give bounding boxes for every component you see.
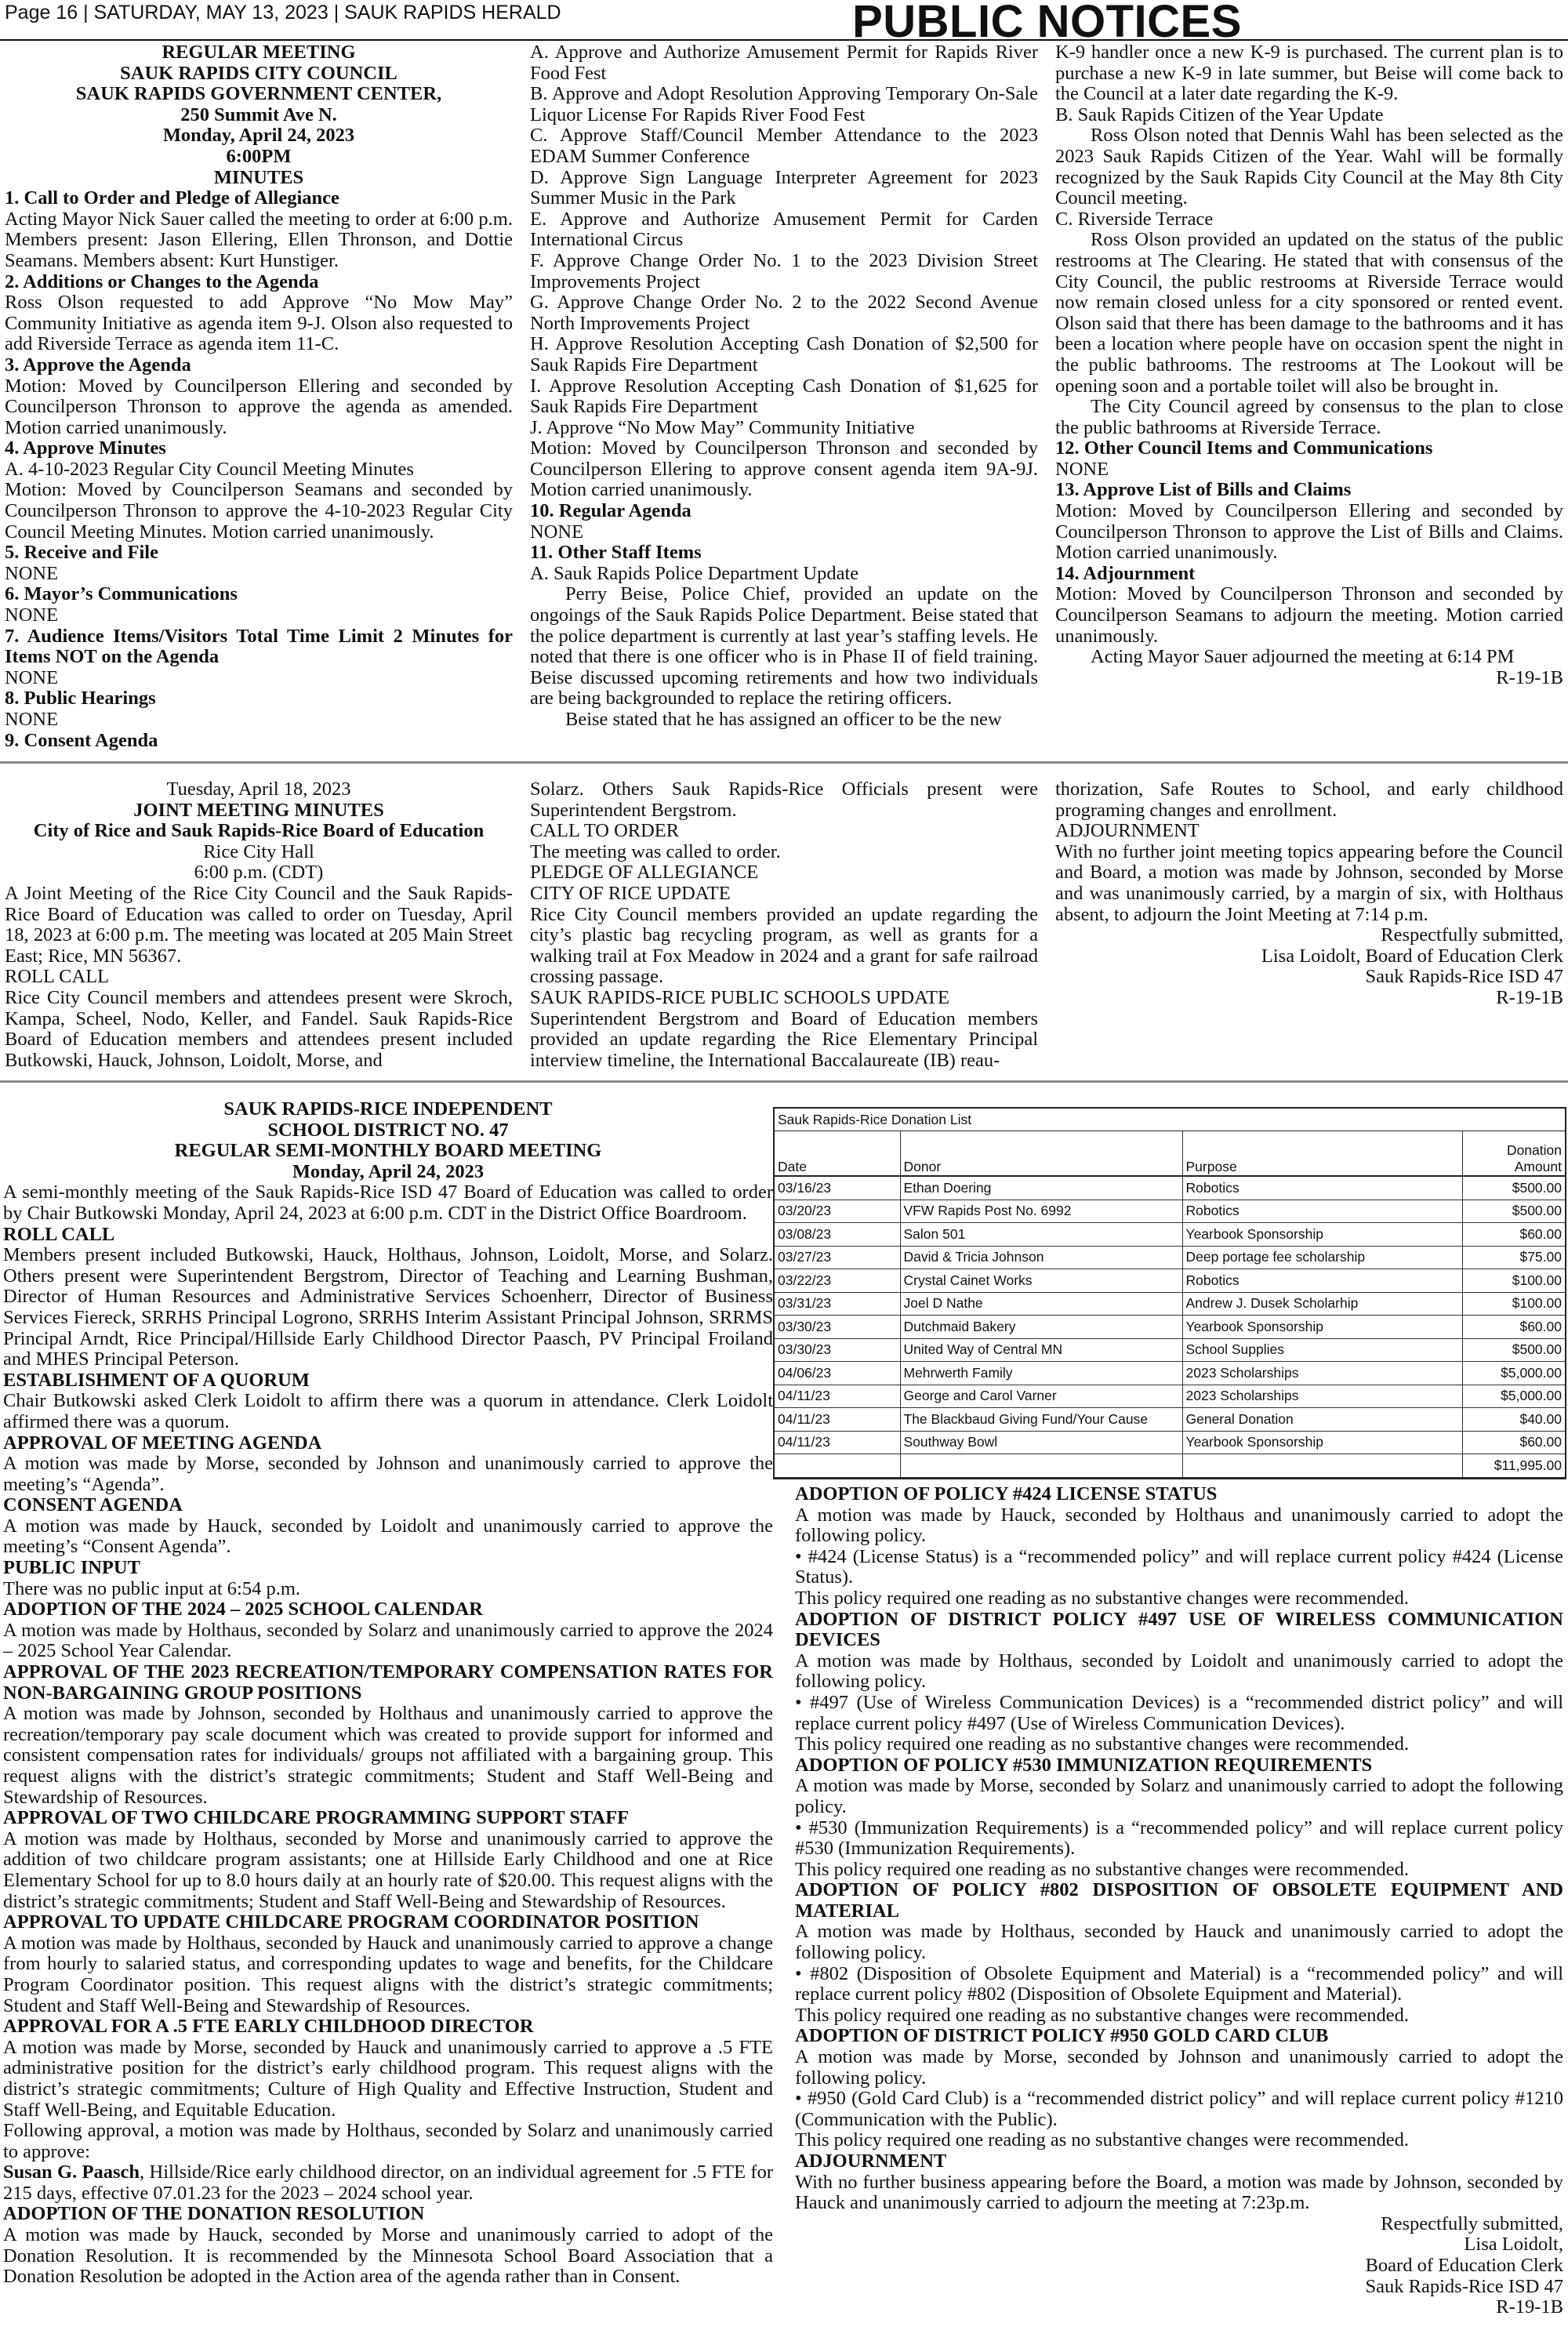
paragraph: SAUK RAPIDS-RICE PUBLIC SCHOOLS UPDATE [530,986,949,1008]
paragraph: Motion: Moved by Councilperson Ellering and seconded by Councilperson Thronson to approve the List of Bills and Claims. Motion carried unanimously. [1055,500,1563,564]
section-heading: ADOPTION OF POLICY #530 IMMUNIZATION REQUIREMENTS [795,1754,1373,1776]
cell-donor: Dutchmaid Bakery [900,1316,1182,1339]
cell-amount: $500.00 [1462,1200,1565,1223]
section-heading: 4. Approve Minutes [5,437,166,459]
notice-joint-meeting-col2 [530,779,1038,1071]
section-heading: APPROVAL FOR A .5 FTE EARLY CHILDHOOD DIRECTOR [3,2016,534,2038]
cell-donor: George and Carol Varner [900,1385,1182,1408]
cell-purpose: School Supplies [1182,1338,1462,1362]
paragraph: D. Approve Sign Language Interpreter Agreement for 2023 Summer Music in the Park [530,166,1038,209]
paragraph: Ross Olson noted that Dennis Wahl has been selected as the 2023 Sauk Rapids Citizen of the Year. Wahl will be formally recognized by the Sauk Rapids City Council at the May 8th City Council meeting. [1055,125,1563,209]
cell-purpose: Andrew J. Dusek Scholarhip [1182,1292,1462,1316]
table-row [775,1385,1565,1408]
notice-city-council-col1 [5,42,513,751]
section-heading: MINUTES [213,166,304,188]
notice-joint-meeting-col1 [5,779,513,1071]
section-heading: CONSENT AGENDA [3,1494,183,1516]
paragraph: A motion was made by Holthaus, seconded by Morse and unanimously carried to approve the addition of two childcare program assistants; one at Hillside Early Childhood and one at Rice Elementary School for up to 8.0 hours daily at an hourly rate of $20.00. This request aligns with the district’s strategic commitments; Student and Staff Well-Being and Stewardship of Resources. [3,1828,773,1912]
cell-donor: David & Tricia Johnson [900,1246,1182,1269]
section-heading: 1. Call to Order and Pledge of Allegiance [5,187,339,209]
section-heading: SAUK RAPIDS GOVERNMENT CENTER, [75,83,442,105]
header-purpose: Purpose [1182,1131,1462,1176]
section-heading: 12. Other Council Items and Communications [1055,437,1433,459]
section-heading: REGULAR MEETING [162,42,356,63]
empty-cell [1182,1454,1462,1478]
cell-date: 03/27/23 [775,1246,900,1269]
cell-amount: $40.00 [1462,1408,1565,1432]
paragraph: Chair Butkowski asked Clerk Loidolt to affirm there was a quorum in attendance. Clerk Loidolt affirmed there was a quorum. [3,1390,773,1432]
paragraph: PLEDGE OF ALLEGIANCE [530,862,759,884]
section-heading: ESTABLISHMENT OF A QUORUM [3,1369,310,1391]
header-amount-label: Amount [1514,1159,1562,1174]
cell-date: 03/30/23 [775,1338,900,1362]
paragraph: A motion was made by Morse, seconded by Solarz and unanimously carried to adopt the following policy. [795,1775,1563,1817]
cell-amount: $100.00 [1462,1292,1565,1316]
header-rule [0,39,1568,41]
paragraph: • #802 (Disposition of Obsolete Equipment and Material) is a “recommended policy” and will replace current policy #802 (Disposition of Obsolete Equipment and Material). [795,1962,1563,2005]
cell-purpose: General Donation [1182,1408,1462,1432]
table-row [775,1176,1565,1200]
cell-amount: $60.00 [1462,1431,1565,1454]
notice-school-board-right [795,1484,1563,2318]
section-heading: APPROVAL OF TWO CHILDCARE PROGRAMMING SUPPORT STAFF [3,1807,630,1829]
section-heading: 6:00PM [226,145,292,167]
cell-amount: $500.00 [1462,1176,1565,1200]
empty-cell [900,1454,1182,1478]
paragraph: Motion: Moved by Councilperson Thronson and seconded by Councilperson Seamans to adjourn the meeting. Motion carried unanimously. [1055,583,1563,647]
cell-date: 03/08/23 [775,1223,900,1247]
paragraph: A motion was made by Holthaus, seconded by Loidolt and unanimously carried to adopt the following policy. [795,1650,1563,1693]
signature-line: Sauk Rapids-Rice ISD 47 [1365,2275,1563,2297]
paragraph: Susan G. Paasch, Hillside/Rice early childhood director, on an individual agreement for .5 FTE for 215 days, effective 07.01.23 for the 2023 – 2024 school year. [3,2161,773,2204]
cell-date: 04/11/23 [775,1431,900,1454]
paragraph: A motion was made by Morse, seconded by Hauck and unanimously carried to approve a .5 FTE administrative position for the district’s early childhood program. This request aligns with the district’s strategic commitments; Culture of High Quality and Effective Instruction, Student and Staff Well-Being, and Equitable Education. [3,2036,773,2121]
paragraph: J. Approve “No Mow May” Community Initiative [530,416,915,438]
cell-donor: The Blackbaud Giving Fund/Your Cause [900,1408,1182,1432]
cell-donor: VFW Rapids Post No. 6992 [900,1200,1182,1223]
section-heading: ROLL CALL [3,1223,115,1245]
signature-line: R-19-1B [1496,986,1563,1008]
section-heading: JOINT MEETING MINUTES [133,799,384,821]
section-heading: SAUK RAPIDS-RICE INDEPENDENT [223,1098,553,1120]
paragraph: Ross Olson provided an updated on the status of the public restrooms at The Clearing. He stated that with consensus of the City Council, the public restrooms at Riverside Terrace would now remain closed unless for a city sponsored or rented event. Olson said that there has been damage to the bathrooms and it has been a location where people have on occasion spent the night in the public bathrooms. The restrooms at The Lookout will be opening soon and a portable toilet will also be brought in. [1055,229,1563,397]
paragraph: Acting Mayor Sauer adjourned the meeting at 6:14 PM [1091,646,1515,668]
section-heading: ADOPTION OF THE 2024 – 2025 SCHOOL CALENDAR [3,1599,483,1621]
cell-purpose: Robotics [1182,1176,1462,1200]
section-heading: 13. Approve List of Bills and Claims [1055,479,1352,501]
section-heading: 7. Audience Items/Visitors Total Time Limit 2 Minutes for Items NOT on the Agenda [5,625,513,668]
section-heading: 14. Adjournment [1055,562,1196,584]
cell-date: 04/11/23 [775,1385,900,1408]
section-heading: 3. Approve the Agenda [5,354,191,376]
section-heading: 5. Receive and File [5,542,158,564]
cell-purpose: Deep portage fee scholarship [1182,1246,1462,1269]
table-row [775,1269,1565,1293]
section-heading: 250 Summit Ave N. [180,103,337,125]
paragraph: G. Approve Change Order No. 2 to the 2022 Second Avenue North Improvements Project [530,292,1038,334]
paragraph: Rice City Hall [203,840,314,862]
paragraph: • #497 (Use of Wireless Communication Devices) is a “recommended district policy” and will replace current policy #497 (Use of Wireless Communication Devices). [795,1691,1563,1734]
section-heading: ADJOURNMENT [795,2151,947,2172]
paragraph: A motion was made by Holthaus, seconded by Solarz and unanimously carried to approve the 2024 – 2025 School Year Calendar. [3,1619,773,1662]
signature-line: Lisa Loidolt, Board of Education Clerk [1261,945,1563,967]
paragraph: Perry Beise, Police Chief, provided an update on the ongoings of the Sauk Rapids Police Department. Beise stated that the police department is currently at last year’s staffing levels. He noted that there is one officer who is in Phase II of field training. Beise discussed upcoming retirements and how two individuals are being backgrounded to replace the retiring officers. [530,583,1038,710]
cell-purpose: 2023 Scholarships [1182,1385,1462,1408]
paragraph: Rice City Council members provided an update regarding the city’s plastic bag recycling program, as well as grants for a walking trail at Fox Meadow in 2024 and a grant for safe railroad crossing passage. [530,903,1038,988]
cell-date: 03/31/23 [775,1292,900,1316]
empty-cell [775,1454,900,1478]
header-donor: Donor [900,1131,1182,1176]
paragraph: NONE [5,562,59,584]
paragraph: K-9 handler once a new K-9 is purchased. The current plan is to purchase a new K-9 in late summer, but Beise will come back to the Council at a later date regarding the K-9. [1055,42,1563,105]
paragraph: B. Sauk Rapids Citizen of the Year Update [1055,103,1384,125]
paragraph: C. Approve Staff/Council Member Attendance to the 2023 EDAM Summer Conference [530,125,1038,167]
cell-date: 04/11/23 [775,1408,900,1432]
paragraph: Motion: Moved by Councilperson Thronson and seconded by Councilperson Ellering to approve consent agenda item 9A-9J. Motion carried unanimously. [530,437,1038,501]
cell-purpose: Yearbook Sponsorship [1182,1316,1462,1339]
paragraph: A motion was made by Morse, seconded by Johnson and unanimously carried to adopt the following policy. [795,2046,1563,2089]
section-heading: SCHOOL DISTRICT NO. 47 [267,1119,509,1141]
paragraph: This policy required one reading as no substantive changes were recommended. [795,2129,1410,2151]
section-heading: APPROVAL OF THE 2023 RECREATION/TEMPORARY COMPENSATION RATES FOR NON-BARGAINING GROUP POSITIONS [3,1661,773,1704]
cell-purpose: Robotics [1182,1200,1462,1223]
section-heading: 10. Regular Agenda [530,500,691,522]
cell-date: 03/30/23 [775,1316,900,1339]
section-divider [0,1080,1568,1083]
table-row [775,1362,1565,1385]
notice-city-council-col3 [1055,42,1563,688]
paragraph: Superintendent Bergstrom and Board of Education members provided an update regarding the Rice Elementary Principal interview timeline, the International Baccalaureate (IB) reau- [530,1007,1038,1071]
paragraph: A Joint Meeting of the Rice City Council and the Sauk Rapids-Rice Board of Education was called to order on Tuesday, April 18, 2023 at 6:00 p.m. The meeting was located at 205 Main Street East; Rice, MN 56367. [5,882,513,967]
section-heading: PUBLIC INPUT [3,1557,140,1579]
paragraph: A motion was made by Holthaus, seconded by Hauck and unanimously carried to approve a change from hourly to salaried status, and corresponding updates to wage and benefits, for the Childcare Program Coordinator position. This request aligns with the district’s strategic commitments; Student and Staff Well-Being and Stewardship of Resources. [3,1932,773,2016]
donation-table-header [775,1131,1565,1176]
section-heading: APPROVAL OF MEETING AGENDA [3,1432,322,1454]
paragraph: This policy required one reading as no substantive changes were recommended. [795,1587,1410,1609]
cell-date: 03/20/23 [775,1200,900,1223]
paragraph: Following approval, a motion was made by Holthaus, seconded by Solarz and unanimously carried to approve: [3,2120,773,2162]
paragraph: H. Approve Resolution Accepting Cash Donation of $2,500 for Sauk Rapids Fire Department [530,333,1038,376]
paragraph: A. Sauk Rapids Police Department Update [530,562,859,584]
paragraph: NONE [5,666,59,688]
cell-donor: Joel D Nathe [900,1292,1182,1316]
cell-amount: $75.00 [1462,1246,1565,1269]
paragraph: There was no public input at 6:54 p.m. [3,1577,300,1599]
cell-purpose: Yearbook Sponsorship [1182,1223,1462,1247]
paragraph: thorization, Safe Routes to School, and early childhood programing changes and enrollment. [1055,779,1563,821]
signature-line: Respectfully submitted, [1381,2212,1563,2234]
page-folio: Page 16 | SATURDAY, MAY 13, 2023 | SAUK RAPIDS HERALD [5,2,561,24]
header-amount-top: Donation [1506,1142,1562,1158]
paragraph: NONE [530,521,584,543]
paragraph: The City Council agreed by consensus to the plan to close the public bathrooms at Riverside Terrace. [1055,396,1563,438]
paragraph: NONE [5,604,59,626]
signature-line: R-19-1B [1496,666,1563,688]
paragraph: Acting Mayor Nick Sauer called the meeting to order at 6:00 p.m. Members present: Jason Ellering, Ellen Thronson, and Dottie Seamans. Members absent: Kurt Hunstiger. [5,208,513,271]
paragraph: A motion was made by Johnson, seconded by Holthaus and unanimously carried to approve the recreation/temporary pay scale document which was created to provide support for informed and consistent compensation rates for individuals/ groups not affiliated with a bargaining group. This request aligns with the district’s strategic commitments; Student and Staff Well-Being and Stewardship of Resources. [3,1703,773,1808]
paragraph: ADJOURNMENT [1055,820,1200,842]
section-heading: 2. Additions or Changes to the Agenda [5,270,319,292]
section-heading: 8. Public Hearings [5,688,156,710]
paragraph: I. Approve Resolution Accepting Cash Donation of $1,625 for Sauk Rapids Fire Department [530,375,1038,418]
paragraph: A semi-monthly meeting of the Sauk Rapids-Rice ISD 47 Board of Education was called to order by Chair Butkowski Monday, April 24, 2023 at 6:00 p.m. CDT in the District Office Boardroom. [3,1181,773,1224]
cell-amount: $500.00 [1462,1338,1565,1362]
table-row [775,1223,1565,1247]
signature-line: Sauk Rapids-Rice ISD 47 [1365,966,1563,988]
paragraph: This policy required one reading as no substantive changes were recommended. [795,1858,1410,1880]
cell-donor: United Way of Central MN [900,1338,1182,1362]
section-divider [0,761,1568,764]
section-heading: REGULAR SEMI-MONTHLY BOARD MEETING [174,1140,602,1162]
paragraph: 6:00 p.m. (CDT) [194,862,324,884]
table-row [775,1338,1565,1362]
cell-donor: Salon 501 [900,1223,1182,1247]
signature-line: Board of Education Clerk [1365,2254,1563,2276]
cell-amount: $60.00 [1462,1316,1565,1339]
paragraph: Solarz. Others Sauk Rapids-Rice Officials present were Superintendent Bergstrom. [530,779,1038,821]
paragraph: Motion: Moved by Councilperson Ellering and seconded by Councilperson Thronson to approve the agenda as amended. Motion carried unanimously. [5,375,513,438]
table-total-row [775,1454,1565,1478]
paragraph: A. Approve and Authorize Amusement Permit for Rapids River Food Fest [530,42,1038,84]
cell-date: 03/16/23 [775,1176,900,1200]
paragraph: NONE [5,709,59,730]
paragraph: The meeting was called to order. [530,840,781,862]
donation-table-title: Sauk Rapids-Rice Donation List [775,1109,1565,1131]
paragraph: A motion was made by Hauck, seconded by Morse and unanimously carried to adopt of the Donation Resolution. It is recommended by the Minnesota School Board Association that a Donation Resolution be adopted in the Action area of the agenda rather than in Consent. [3,2224,773,2288]
paragraph: A motion was made by Holthaus, seconded by Hauck and unanimously carried to adopt the following policy. [795,1921,1563,1964]
cell-amount: $5,000.00 [1462,1362,1565,1385]
paragraph: Members present included Butkowski, Hauck, Holthaus, Johnson, Loidolt, Morse, and Solarz. Others present were Superintendent Bergstrom, Director of Teaching and Learning Bushman, Director of Human Resources and Administrative Services Schoenherr, Director of Business Services Fiereck, SRRHS Principal Logrono, SRRHS Interim Assistant Principal Johnson, SRRMS Principal Arndt, Rice Principal/Hillside Early Childhood Director Paasch, PV Principal Froiland and MHES Principal Peterson. [3,1244,773,1370]
paragraph: Ross Olson requested to add Approve “No Mow May” Community Initiative as agenda item 9-J. Olson also requested to add Riverside Terrace as agenda item 11-C. [5,292,513,355]
paragraph: Tuesday, April 18, 2023 [166,779,351,800]
cell-purpose: Yearbook Sponsorship [1182,1431,1462,1454]
paragraph: Motion: Moved by Councilperson Seamans and seconded by Councilperson Thronson to approve the 4-10-2023 Regular City Council Meeting Minutes. Motion carried unanimously. [5,479,513,543]
section-heading: ADOPTION OF THE DONATION RESOLUTION [3,2203,425,2225]
cell-amount: $100.00 [1462,1269,1565,1293]
paragraph: CITY OF RICE UPDATE [530,882,731,904]
donation-total: $11,995.00 [1462,1454,1565,1478]
notice-school-board-left [3,1099,773,2288]
notice-joint-meeting-col3 [1055,779,1563,1009]
table-row [775,1316,1565,1339]
signature-line: R-19-1B [1496,2296,1563,2318]
table-row [775,1431,1565,1454]
table-row [775,1292,1565,1316]
cell-purpose: Robotics [1182,1269,1462,1293]
paragraph: With no further joint meeting topics appearing before the Council and Board, a motion was made by Johnson, seconded by Morse and was unanimously carried, by a margin of six, with Holthaus absent, to adjourn the Joint Meeting at 7:14 p.m. [1055,840,1563,925]
paragraph: A motion was made by Hauck, seconded by Loidolt and unanimously carried to approve the meeting’s “Consent Agenda”. [3,1515,773,1558]
paragraph: ROLL CALL [5,966,110,988]
paragraph: B. Approve and Adopt Resolution Approving Temporary On-Sale Liquor License For Rapids River Food Fest [530,83,1038,125]
paragraph: NONE [1055,458,1109,480]
section-heading: Monday, April 24, 2023 [162,125,355,147]
cell-date: 04/06/23 [775,1362,900,1385]
paragraph: With no further business appearing before the Board, a motion was made by Johnson, seconded by Hauck and unanimously carried to adjourn the meeting at 7:23p.m. [795,2171,1563,2214]
page-header [0,0,1568,47]
cell-donor: Southway Bowl [900,1431,1182,1454]
paragraph: C. Riverside Terrace [1055,208,1214,230]
section-heading: ADOPTION OF POLICY #424 LICENSE STATUS [795,1483,1218,1504]
cell-purpose: 2023 Scholarships [1182,1362,1462,1385]
cell-amount: $5,000.00 [1462,1385,1565,1408]
section-heading: 6. Mayor’s Communications [5,583,238,605]
paragraph: • #424 (License Status) is a “recommended policy” and will replace current policy #424 (License Status). [795,1545,1563,1588]
table-row [775,1246,1565,1269]
section-heading: ADOPTION OF DISTRICT POLICY #950 GOLD CARD CLUB [795,2025,1329,2047]
cell-date: 03/22/23 [775,1269,900,1293]
paragraph: Beise stated that he has assigned an officer to be the new [565,709,1002,730]
table-row [775,1408,1565,1432]
cell-amount: $60.00 [1462,1223,1565,1247]
header-amount [1462,1131,1565,1176]
donation-table [773,1107,1566,1479]
cell-donor: Ethan Doering [900,1176,1182,1200]
cell-donor: Crystal Cainet Works [900,1269,1182,1293]
section-heading: Monday, April 24, 2023 [292,1160,485,1182]
section-heading: APPROVAL TO UPDATE CHILDCARE PROGRAM COORDINATOR POSITION [3,1911,699,1933]
section-heading: ADOPTION OF DISTRICT POLICY #497 USE OF WIRELESS COMMUNICATION DEVICES [795,1608,1563,1651]
paragraph: A motion was made by Hauck, seconded by Holthaus and unanimously carried to adopt the following policy. [795,1504,1563,1547]
paragraph: E. Approve and Authorize Amusement Permit for Carden International Circus [530,208,1038,251]
paragraph: This policy required one reading as no substantive changes were recommended. [795,2004,1410,2026]
cell-donor: Mehrwerth Family [900,1362,1182,1385]
paragraph: F. Approve Change Order No. 1 to the 2023 Division Street Improvements Project [530,249,1038,292]
table-row [775,1200,1565,1223]
section-heading: 9. Consent Agenda [5,729,158,751]
section-heading: ADOPTION OF POLICY #802 DISPOSITION OF OBSOLETE EQUIPMENT AND MATERIAL [795,1879,1563,1922]
paragraph: A motion was made by Morse, seconded by Johnson and unanimously carried to approve the meeting’s “Agenda”. [3,1453,773,1495]
signature-line: Lisa Loidolt, [1464,2234,1563,2256]
paragraph: CALL TO ORDER [530,820,680,842]
appointee-name: Susan G. Paasch [3,2161,140,2183]
section-heading: SAUK RAPIDS CITY COUNCIL [120,62,397,84]
section-heading: 11. Other Staff Items [530,542,702,564]
paragraph: • #950 (Gold Card Club) is a “recommended district policy” and will replace current policy #1210 (Communication with the Public). [795,2088,1563,2130]
paragraph: A. 4-10-2023 Regular City Council Meeting Minutes [5,458,414,480]
paragraph: Rice City Council members and attendees present were Skroch, Kampa, Scheel, Nodo, Keller, and Fandel. Sauk Rapids-Rice Board of Education members and attendees present included Butkowski, Hauck, Johnson, Loidolt, Morse, and [5,986,513,1071]
paragraph: This policy required one reading as no substantive changes were recommended. [795,1733,1410,1755]
section-heading: City of Rice and Sauk Rapids-Rice Board of Education [33,820,485,842]
signature-line: Respectfully submitted, [1381,924,1563,946]
header-date: Date [775,1131,900,1176]
paragraph: • #530 (Immunization Requirements) is a “recommended policy” and will replace current policy #530 (Immunization Requirements). [795,1817,1563,1860]
section-title: PUBLIC NOTICES [852,0,1242,47]
notice-city-council-col2 [530,42,1038,731]
